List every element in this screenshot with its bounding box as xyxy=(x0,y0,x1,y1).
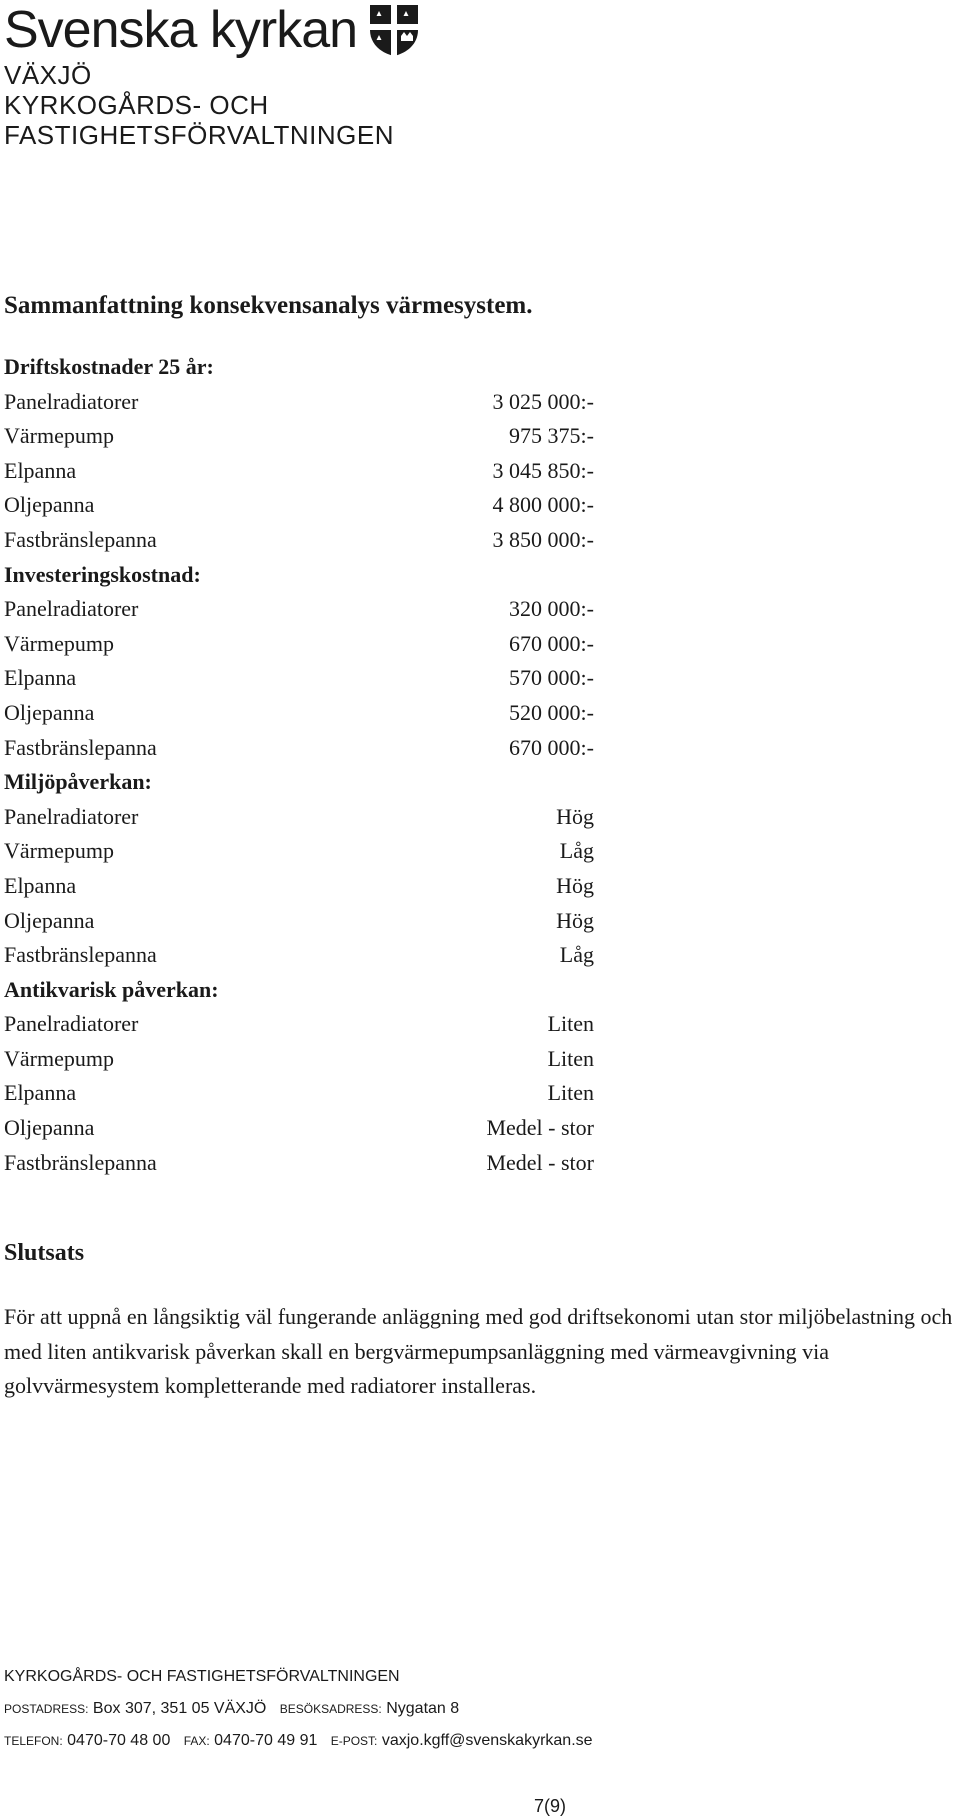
item-value: 320 000:- xyxy=(509,596,594,622)
item-value: Liten xyxy=(547,1011,594,1037)
fax-label: FAX: xyxy=(183,1734,210,1748)
section-title-operating-costs xyxy=(4,350,604,385)
list-item xyxy=(4,385,604,420)
list-item xyxy=(4,938,604,973)
item-label: Oljepanna xyxy=(4,492,95,518)
church-crest-icon xyxy=(367,2,421,58)
phone-value: 0470-70 48 00 xyxy=(67,1732,171,1749)
item-label: Oljepanna xyxy=(4,907,95,933)
item-value: 3 850 000:- xyxy=(492,526,594,552)
item-label: Värmepump xyxy=(4,630,114,656)
item-label: Fastbränslepanna xyxy=(4,734,157,760)
item-value: 3 045 850:- xyxy=(492,457,594,483)
item-label: Fastbränslepanna xyxy=(4,1149,157,1175)
item-label: Värmepump xyxy=(4,1045,114,1071)
list-item xyxy=(4,592,604,627)
footer-org-name: KYRKOGÅRDS- OCH FASTIGHETSFÖRVALTNINGEN xyxy=(4,1668,400,1685)
brand-logo-text: Svenska kyrkan xyxy=(4,1,358,59)
document-heading: Sammanfattning konsekvensanalys värmesystem. xyxy=(4,292,533,319)
section-title-investment xyxy=(4,558,604,593)
list-item xyxy=(4,1076,604,1111)
item-value: Hög xyxy=(556,872,594,898)
item-value: 570 000:- xyxy=(509,665,594,691)
page-number: 7(9) xyxy=(534,1796,567,1816)
item-value: 3 025 000:- xyxy=(492,388,594,414)
list-item xyxy=(4,488,604,523)
item-value: Liten xyxy=(547,1080,594,1106)
item-value: 4 800 000:- xyxy=(492,492,594,518)
item-value: 670 000:- xyxy=(509,734,594,760)
item-label: Panelradiatorer xyxy=(4,388,139,414)
section-title-environmental-impact xyxy=(4,765,604,800)
item-label: Panelradiatorer xyxy=(4,1011,139,1037)
item-label: Oljepanna xyxy=(4,1115,95,1141)
item-label: Fastbränslepanna xyxy=(4,942,157,968)
item-value: Medel - stor xyxy=(486,1115,594,1141)
item-label: Panelradiatorer xyxy=(4,803,139,829)
unit-line-1: KYRKOGÅRDS- OCH xyxy=(4,90,269,120)
footer-address-line xyxy=(4,1699,593,1719)
list-item xyxy=(4,1007,604,1042)
section-label: Antikvarisk påverkan: xyxy=(4,976,219,1002)
item-label: Panelradiatorer xyxy=(4,596,139,622)
section-title-antiquarian-impact xyxy=(4,973,604,1008)
item-label: Oljepanna xyxy=(4,699,95,725)
item-value: Hög xyxy=(556,803,594,829)
summary-list xyxy=(4,350,604,1180)
postal-label: POSTADRESS: xyxy=(4,1702,89,1716)
item-value: Medel - stor xyxy=(486,1149,594,1175)
list-item xyxy=(4,1146,604,1181)
list-item xyxy=(4,1111,604,1146)
list-item xyxy=(4,731,604,766)
list-item xyxy=(4,661,604,696)
item-label: Elpanna xyxy=(4,665,77,691)
list-item xyxy=(4,627,604,662)
conclusion-text: För att uppnå en långsiktig väl fungerande anläggning med god driftsekonomi utan stor miljöbelastning och med liten antikvarisk påverkan skall en bergvärmepumpsanläggning med värmeavgivning via golvvärmesystem kompletterande med radiatorer installeras. xyxy=(4,1304,953,1398)
list-item xyxy=(4,419,604,454)
item-label: Elpanna xyxy=(4,457,77,483)
fax-value: 0470-70 49 91 xyxy=(214,1732,318,1749)
item-value: 975 375:- xyxy=(509,423,594,449)
email-label: E-POST: xyxy=(330,1734,378,1748)
phone-label: TELEFON: xyxy=(4,1734,63,1748)
unit-line-2: FASTIGHETSFÖRVALTNINGEN xyxy=(4,120,394,150)
postal-value: Box 307, 351 05 VÄXJÖ xyxy=(92,1700,267,1717)
email-link[interactable]: vaxjo.kgff@svenskakyrkan.se xyxy=(381,1732,593,1749)
unit-line-city: VÄXJÖ xyxy=(4,60,92,90)
item-value: Liten xyxy=(547,1045,594,1071)
item-value: Låg xyxy=(559,838,594,864)
conclusion-heading: Slutsats xyxy=(4,1240,85,1266)
item-label: Värmepump xyxy=(4,838,114,864)
item-value: Hög xyxy=(556,907,594,933)
list-item xyxy=(4,869,604,904)
list-item xyxy=(4,523,604,558)
brand-row xyxy=(4,0,421,60)
section-label: Miljöpåverkan: xyxy=(4,769,152,795)
visit-label: BESÖKSADRESS: xyxy=(279,1702,382,1716)
list-item xyxy=(4,696,604,731)
item-label: Elpanna xyxy=(4,872,77,898)
list-item xyxy=(4,800,604,835)
unit-name xyxy=(4,60,421,150)
list-item xyxy=(4,904,604,939)
visit-value: Nygatan 8 xyxy=(386,1700,460,1717)
list-item xyxy=(4,1042,604,1077)
item-value: 520 000:- xyxy=(509,699,594,725)
item-label: Fastbränslepanna xyxy=(4,526,157,552)
letterhead xyxy=(4,0,421,150)
list-item xyxy=(4,834,604,869)
item-value: Låg xyxy=(559,942,594,968)
section-label: Driftskostnader 25 år: xyxy=(4,354,214,379)
section-label: Investeringskostnad: xyxy=(4,561,201,587)
footer-contact-line xyxy=(4,1731,593,1751)
item-value: 670 000:- xyxy=(509,630,594,656)
item-label: Elpanna xyxy=(4,1080,77,1106)
list-item xyxy=(4,454,604,489)
item-label: Värmepump xyxy=(4,423,114,449)
footer xyxy=(4,1667,593,1751)
